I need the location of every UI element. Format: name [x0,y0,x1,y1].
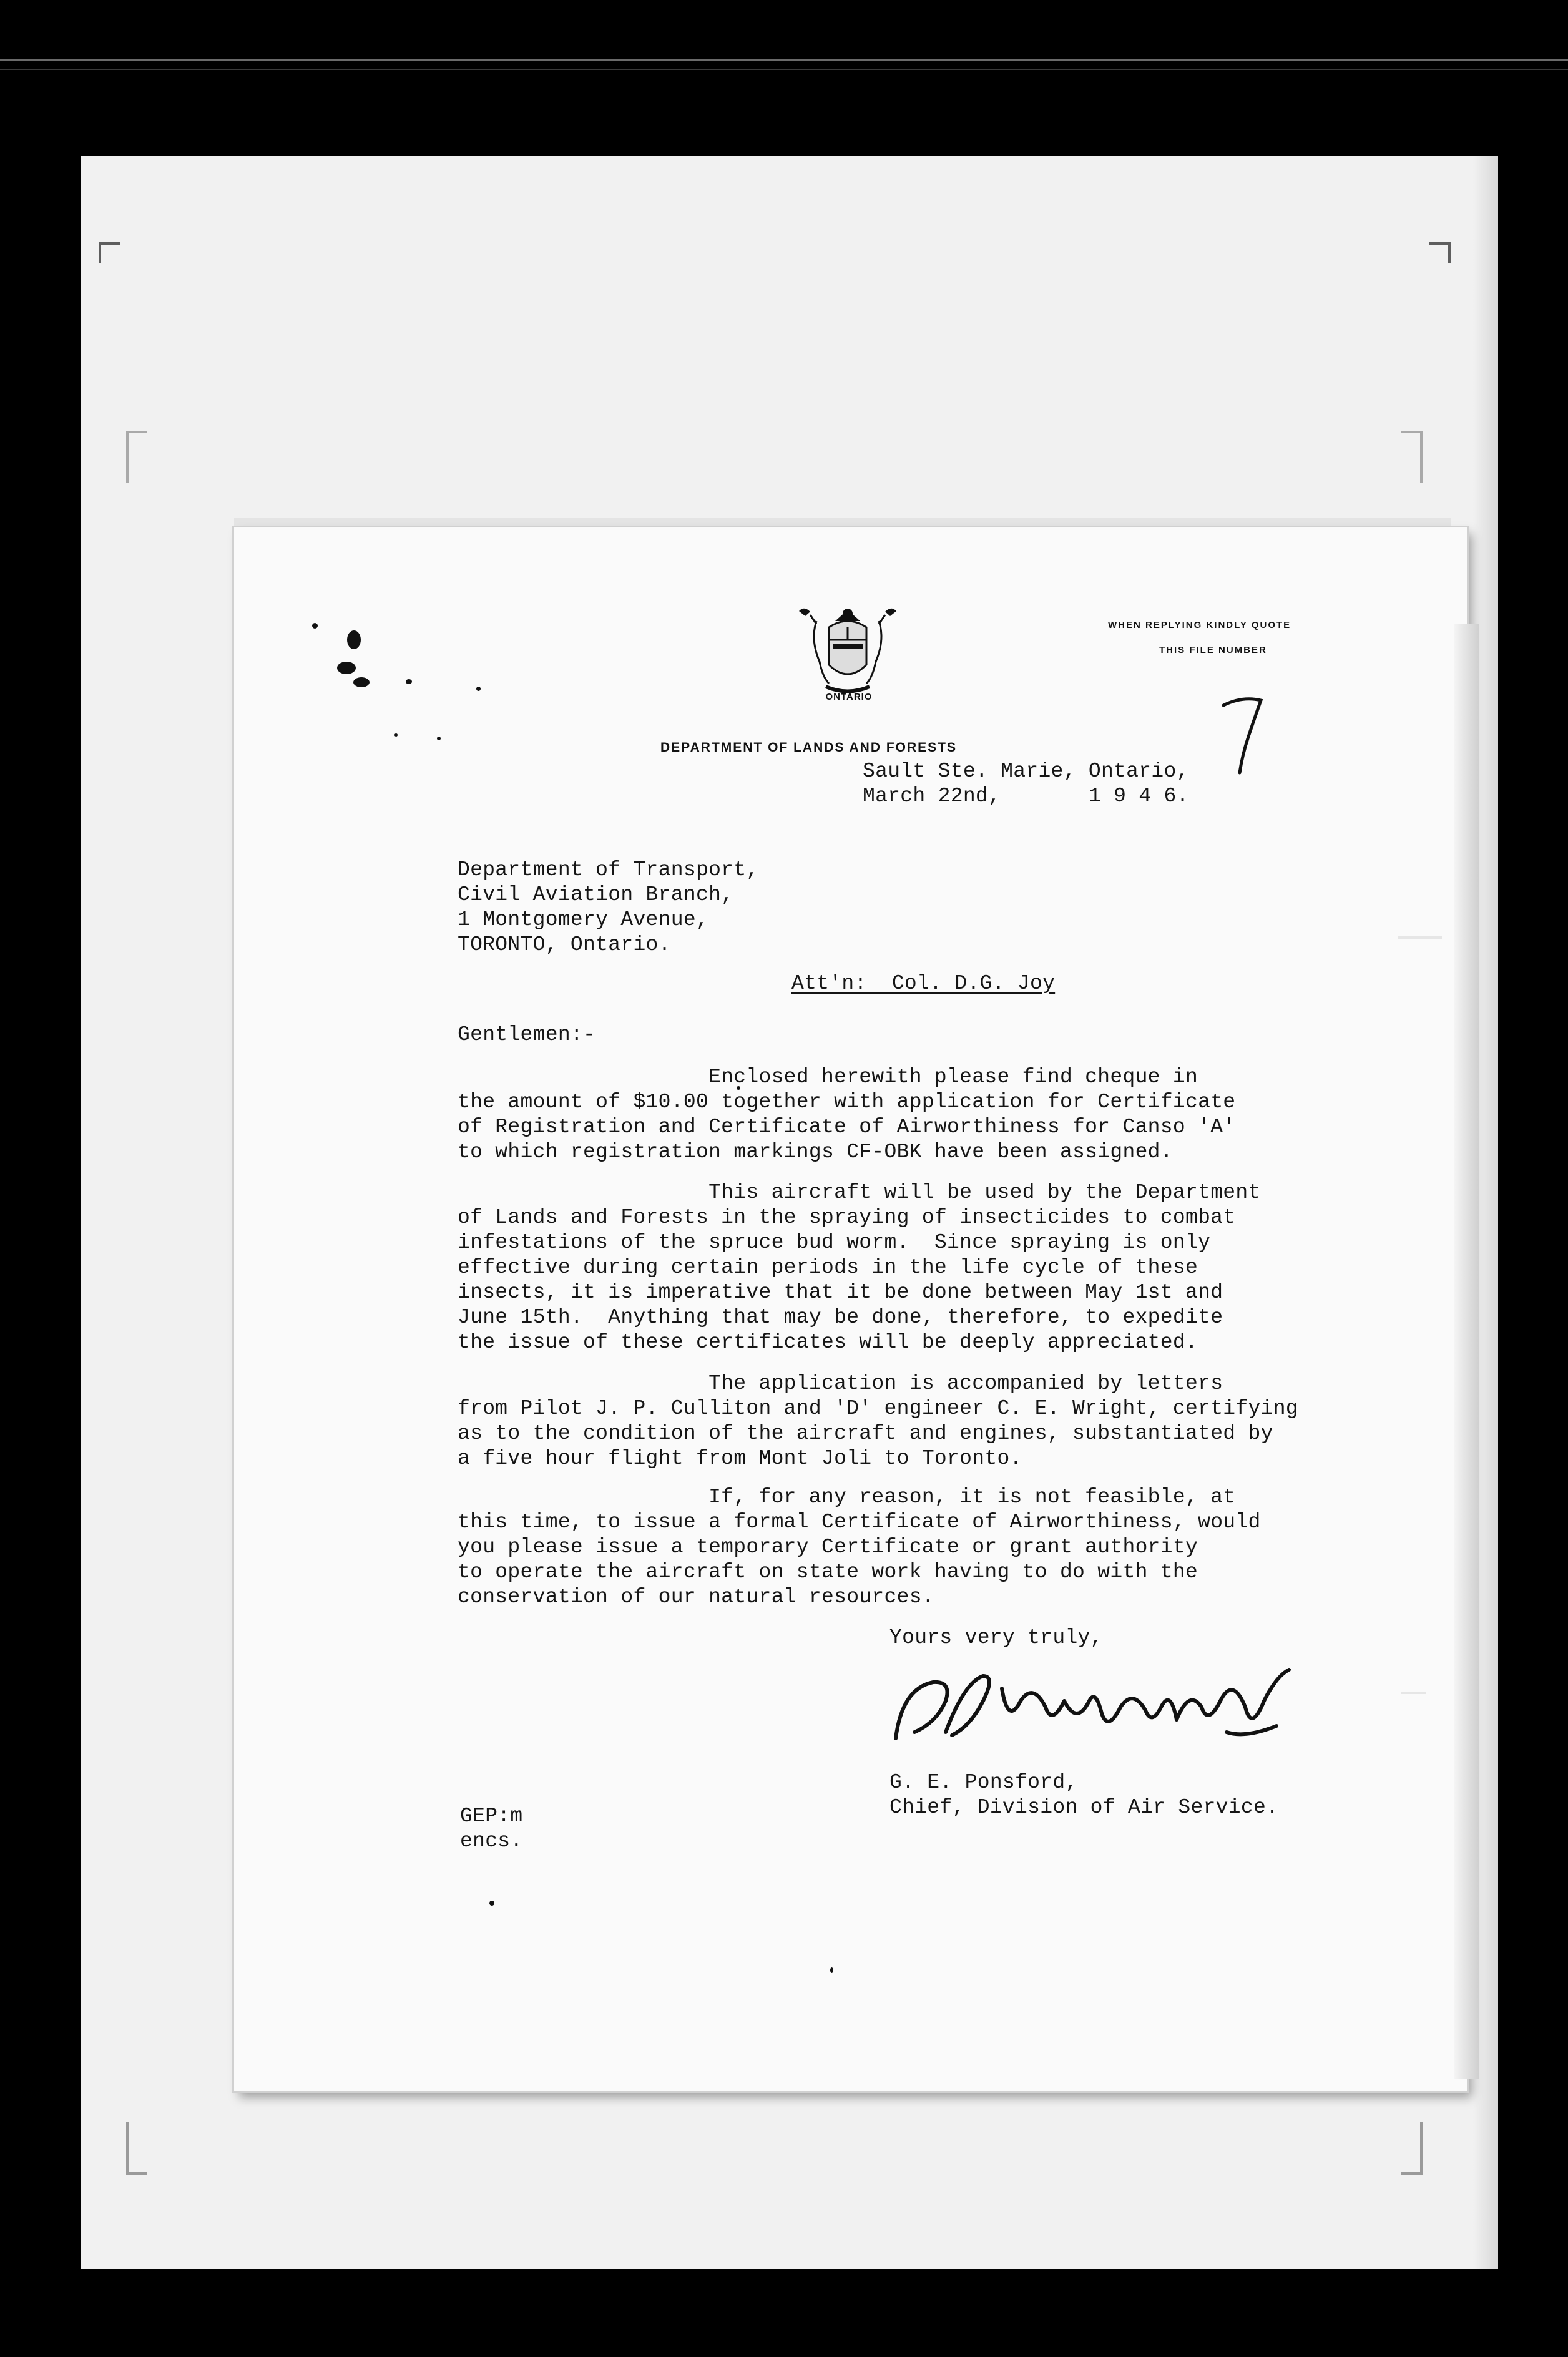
handwritten-signature [877,1664,1314,1757]
body-line: June 15th. Anything that may be done, therefore, to expedite [458,1306,1223,1329]
signatory-name: G. E. Ponsford, [889,1771,1078,1794]
speck [353,677,370,687]
address-line: Civil Aviation Branch, [458,883,734,906]
speck [476,687,481,691]
body-line: as to the condition of the aircraft and engines, substantiated by [458,1422,1273,1445]
body-line: insects, it is imperative that it be done between May 1st and [458,1281,1223,1304]
body-paragraph [458,1065,1235,1165]
body-paragraph [458,1371,1298,1471]
body-line: conservation of our natural resources. [458,1585,934,1609]
body-line: this time, to issue a formal Certificate of Airworthiness, would [458,1511,1261,1534]
typist-initials: GEP:m [460,1805,523,1828]
speck [394,733,398,737]
body-line: from Pilot J. P. Culliton and 'D' engineer C. E. Wright, certifying [458,1397,1298,1420]
reference-initials [460,1804,523,1854]
body-line: a five hour flight from Mont Joli to Toronto. [458,1447,1022,1470]
address-line: 1 Montgomery Avenue, [458,908,709,931]
signatory-block [889,1770,1278,1820]
speck [489,1901,494,1906]
body-line: Enclosed herewith please find cheque in [458,1066,1198,1089]
reply-note-line: WHEN REPLYING KINDLY QUOTE [1108,620,1291,630]
crest-label: ONTARIO [825,692,873,702]
body-line: of Registration and Certificate of Airworthiness for Canso 'A' [458,1115,1236,1139]
body-line: to which registration markings CF-OBK have been assigned. [458,1140,1173,1164]
paper-edge-shadow [1454,624,1479,2079]
body-line: effective during certain periods in the life cycle of these [458,1256,1198,1279]
body-line: This aircraft will be used by the Department [458,1181,1261,1204]
body-paragraph [458,1180,1261,1355]
body-paragraph [458,1485,1261,1610]
dateline-date: March 22nd, 1 9 4 6. [863,785,1189,808]
body-line: the issue of these certificates will be deeply appreciated. [458,1331,1198,1354]
body-line: If, for any reason, it is not feasible, at [458,1486,1236,1509]
attention-line: Att'n: Col. D.G. Joy [791,972,1056,995]
body-line: you please issue a temporary Certificate or grant authority [458,1536,1198,1559]
address-line: Department of Transport, [458,858,759,881]
film-edge [0,69,1568,70]
body-line: infestations of the spruce bud worm. Since spraying is only [458,1231,1211,1254]
recipient-address [458,858,758,958]
speck [347,630,361,649]
speck [437,737,441,740]
body-line: the amount of $10.00 together with application for Certificate [458,1090,1236,1114]
film-edge [0,59,1568,61]
dateline [863,759,1189,809]
reply-note [1108,613,1370,663]
crop-mark [126,431,147,483]
enclosures-note: encs. [460,1830,523,1853]
complimentary-close: Yours very truly, [889,1626,1103,1649]
body-line: of Lands and Forests in the spraying of insecticides to combat [458,1206,1236,1229]
crop-mark [126,2122,147,2175]
dateline-place: Sault Ste. Marie, Ontario, [863,760,1189,783]
body-line: The application is accompanied by letters [458,1372,1223,1395]
crop-mark [1429,242,1451,263]
crop-mark [99,242,120,263]
handwritten-file-number [1217,693,1280,780]
salutation: Gentlemen:- [458,1023,596,1046]
film-mark [1401,1692,1426,1694]
department-heading: DEPARTMENT OF LANDS AND FORESTS [660,740,957,755]
reply-note-line: THIS FILE NUMBER [1159,645,1267,655]
speck [312,623,318,629]
body-line: to operate the aircraft on state work having to do with the [458,1561,1198,1584]
crop-mark [1401,431,1423,483]
speck [830,1967,833,1973]
film-mark [1398,936,1442,939]
address-line: TORONTO, Ontario. [458,933,671,956]
signatory-title: Chief, Division of Air Service. [889,1796,1279,1819]
speck [406,679,412,684]
crop-mark [1401,2122,1423,2175]
speck [337,662,356,674]
